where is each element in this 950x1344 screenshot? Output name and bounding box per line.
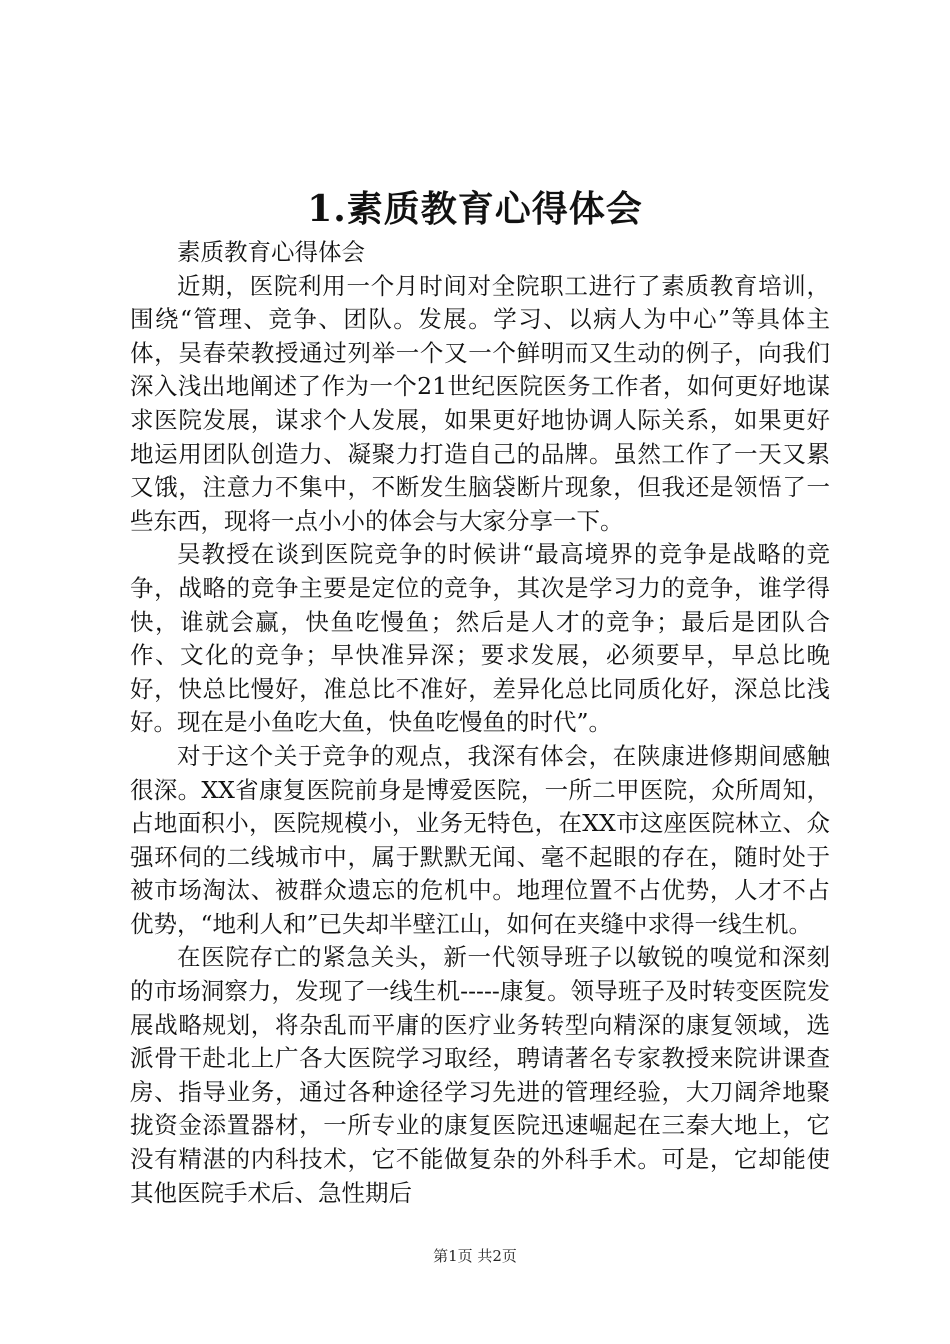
paragraph: 在医院存亡的紧急关头，新一代领导班子以敏锐的嗅觉和深刻的市场洞察力，发现了一线生机-----康复。领导班子及时转变医院发展战略规划，将杂乱而平庸的医疗业务转型向精深的康复领域，选派骨干赴北上广各大医院学习取经，聘请著名专家教授来院讲课查房、指导业务，通过各种途径学习先进的管理经验，大刀阔斧地聚拢资金添置器材，一所专业的康复医院迅速崛起在三秦大地上，它没有精湛的内科技术，它不能做复杂的外科手术。可是，它却能使其他医院手术后、急性期后 [130,943,830,1207]
document-title: 1.素质教育心得体会 [307,188,643,230]
paragraph-subtitle: 素质教育心得体会 [177,238,365,266]
document-body [130,236,830,1210]
page-footer: 第1页 共2页 [433,1247,517,1265]
paragraph: 吴教授在谈到医院竞争的时候讲“最高境界的竞争是战略的竞争，战略的竞争主要是定位的竞争，其次是学习力的竞争，谁学得快，谁就会赢，快鱼吃慢鱼；然后是人才的竞争；最后是团队合作、文化的竞争；早快准异深；要求发展，必须要早，早总比晚好，快总比慢好，准总比不准好，差异化总比同质化好，深总比浅好。现在是小鱼吃大鱼，快鱼吃慢鱼的时代”。 [130,540,830,737]
paragraph: 对于这个关于竞争的观点，我深有体会，在陕康进修期间感触很深。XX省康复医院前身是博爱医院，一所二甲医院，众所周知，占地面积小，医院规模小，业务无特色，在XX市这座医院林立、众强环伺的二线城市中，属于默默无闻、毫不起眼的存在，随时处于被市场淘汰、被群众遗忘的危机中。地理位置不占优势，人才不占优势，“地利人和”已失却半壁江山，如何在夹缝中求得一线生机。 [130,741,830,938]
paragraph: 近期，医院利用一个月时间对全院职工进行了素质教育培训，围绕“管理、竞争、团队。发展。学习、以病人为中心”等具体主体，吴春荣教授通过列举一个又一个鲜明而又生动的例子，向我们深入浅出地阐述了作为一个21世纪医院医务工作者，如何更好地谋求医院发展，谋求个人发展，如果更好地协调人际关系，如果更好地运用团队创造力、凝聚力打造自己的品牌。虽然工作了一天又累又饿，注意力不集中，不断发生脑袋断片现象，但我还是领悟了一些东西，现将一点小小的体会与大家分享一下。 [130,271,830,535]
